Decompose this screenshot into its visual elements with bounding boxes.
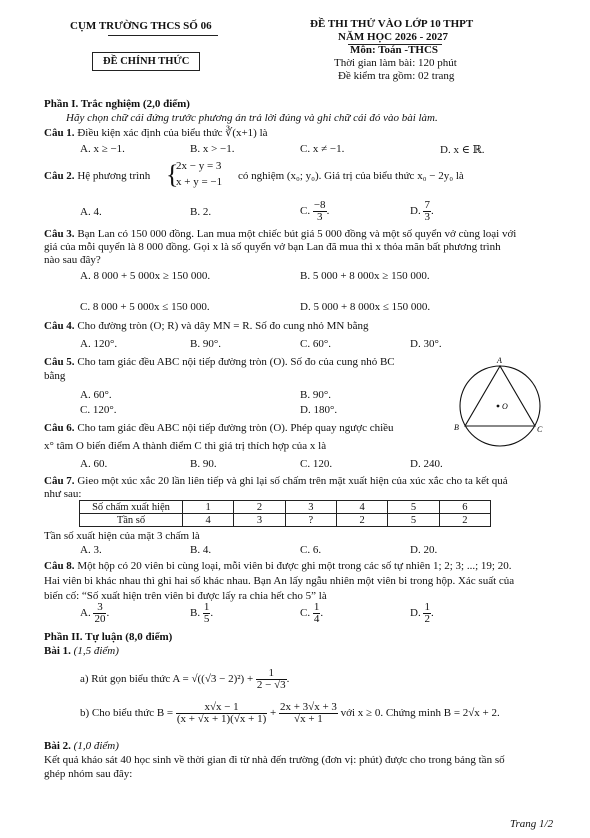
q2-equation-1: 2x − y = 3	[176, 160, 222, 172]
page-number: Trang 1/2	[510, 818, 554, 830]
q5-option-d: D. 180°.	[300, 404, 338, 416]
q3-option-a: A. 8 000 + 5 000x ≥ 150 000.	[80, 270, 211, 282]
q6-option-b: B. 90.	[190, 458, 217, 470]
center-label-o: O	[502, 402, 508, 411]
center-point	[497, 405, 500, 408]
q1-stem: Câu 1. Điều kiện xác định của biểu thức ∛(x+1) là	[44, 127, 268, 139]
table-cell: 5	[388, 514, 439, 527]
table-cell: 3	[285, 501, 336, 514]
q6-option-c: C. 120.	[300, 458, 333, 470]
q8-option-a: A. $\frac{3}{20}$ .	[80, 601, 110, 625]
q8-line-1: Câu 8. Một hộp có 20 viên bi cùng loại, mỗi viên bi được ghi một trong các số tự nhiên 1; 2; 3; ...; 19; 20.	[44, 560, 512, 572]
school-name: CỤM TRƯỜNG THCS SỐ 06	[70, 20, 212, 32]
q7-option-b: B. 4.	[190, 544, 212, 556]
table-cell: 6	[439, 501, 490, 514]
q4-option-c: C. 60°.	[300, 338, 331, 350]
q8-line-2: Hai viên bi khác nhau thì ghi hai số khác nhau. Bạn An lấy ngẫu nhiên một viên bi trong hộp. Xác suất của	[44, 575, 515, 587]
q6-option-a: A. 60.	[80, 458, 108, 470]
b1a-expression: a) Rút gọn biểu thức A = √((√3 − 2)²) + $\frac{1}{2 - √3}$ .	[80, 667, 290, 691]
q8-line-3: biến cố: “Số xuất hiện trên viên bi được lấy ra chia hết cho 5” là	[44, 590, 327, 602]
b2-line-2: ghép nhóm sau đây:	[44, 768, 133, 780]
part2-title: Phần II. Tự luận (8,0 điểm)	[44, 631, 173, 643]
table-cell: Số chấm xuất hiện	[80, 501, 183, 514]
q2-equation-2: x + y = −1	[176, 176, 223, 188]
q7-option-d: D. 20.	[410, 544, 438, 556]
table-cell: 2	[234, 501, 285, 514]
q3-line-2: giá của mỗi quyển là 8 000 đồng. Gọi x là số quyển vở bạn Lan đã mua thì x thỏa mãn bất phương trình	[44, 241, 501, 253]
q2-option-d: D. $\frac{7}{3}$ .	[410, 199, 434, 223]
table-cell: 5	[388, 501, 439, 514]
vertex-label-c: C	[537, 425, 543, 434]
q3-line-3: nào sau đây?	[44, 254, 101, 266]
q8-option-d: D. $\frac{1}{2}$ .	[410, 601, 434, 625]
table-cell: 3	[234, 514, 285, 527]
part1-title: Phần I. Trắc nghiệm (2,0 điểm)	[44, 98, 190, 110]
table-cell: 2	[336, 514, 387, 527]
table-row	[80, 514, 491, 527]
circumscribed-circle	[460, 366, 540, 446]
q2-option-c: C. $\frac{-8}{3}$ .	[300, 199, 330, 223]
official-label: ĐỀ CHÍNH THỨC	[92, 52, 200, 71]
q7-option-a: A. 3.	[80, 544, 102, 556]
q3-option-b: B. 5 000 + 8 000x ≥ 150 000.	[300, 270, 430, 282]
q5-line-1: Câu 5. Cho tam giác đều ABC nội tiếp đường tròn (O). Số đo của cung nhỏ BC	[44, 356, 395, 368]
q1-option-d: D. x ∈ ℝ.	[440, 144, 485, 156]
q1-option-c: C. x ≠ −1.	[300, 143, 345, 155]
q3-line-1: Câu 3. Bạn Lan có 150 000 đồng. Lan mua một chiếc bút giá 5 000 đồng và một số quyển vở cùng loại với	[44, 228, 517, 240]
q5-option-b: B. 90°.	[300, 389, 331, 401]
q6-line-1: Câu 6. Cho tam giác đều ABC nội tiếp đường tròn (O). Phép quay ngược chiều	[44, 422, 394, 434]
table-row	[80, 501, 491, 514]
table-cell: Tần số	[80, 514, 183, 527]
b2-line-1: Kết quả khảo sát 40 học sinh về thời gian đi từ nhà đến trường (đơn vị: phút) được cho trong bảng tần số	[44, 754, 505, 766]
q1-option-a: A. x ≥ −1.	[80, 143, 125, 155]
q4-option-b: B. 90°.	[190, 338, 221, 350]
pages-note: Đề kiểm tra gồm: 02 trang	[338, 70, 455, 82]
table-cell: 4	[183, 514, 234, 527]
q7-line-2: như sau:	[44, 488, 82, 500]
school-year: NĂM HỌC 2026 - 2027	[338, 31, 448, 43]
q3-option-c: C. 8 000 + 5 000x ≤ 150 000.	[80, 301, 210, 313]
table-cell: 2	[439, 514, 490, 527]
q5-option-c: C. 120°.	[80, 404, 117, 416]
q1-option-b: B. x > −1.	[190, 143, 235, 155]
q8-option-c: C. $\frac{1}{4}$ .	[300, 601, 324, 625]
q3-option-d: D. 5 000 + 8 000x ≤ 150 000.	[300, 301, 431, 313]
table-cell: ?	[285, 514, 336, 527]
q4-option-d: D. 30°.	[410, 338, 442, 350]
vertex-label-b: B	[454, 423, 459, 432]
inscribed-triangle-figure	[452, 354, 548, 450]
frequency-table	[79, 500, 491, 527]
q6-line-2: x° tâm O biến điểm A thành điểm C thì giá trị thích hợp của x là	[44, 440, 327, 452]
part1-instruction: Hãy chọn chữ cái đứng trước phương án trả lời đúng và ghi chữ cái đó vào bài làm.	[66, 112, 438, 124]
q7-option-c: C. 6.	[300, 544, 322, 556]
subject: Môn: Toán -THCS	[350, 44, 439, 56]
header-divider	[108, 35, 218, 36]
duration: Thời gian làm bài: 120 phút	[334, 57, 457, 69]
q8-option-b: B. $\frac{1}{5}$ .	[190, 601, 214, 625]
q2-option-b: B. 2.	[190, 206, 212, 218]
vertex-label-a: A	[497, 356, 502, 365]
b2-heading: Bài 2. (1,0 điểm)	[44, 740, 119, 752]
q4-option-a: A. 120°.	[80, 338, 118, 350]
table-cell: 1	[183, 501, 234, 514]
q2-stem-end: có nghiệm (x₀; y₀). Giá trị của biểu thức x₀ − 2y₀ là	[238, 170, 464, 182]
q5-line-2: bằng	[44, 370, 66, 382]
q2-option-a: A. 4.	[80, 206, 102, 218]
q2-brace: {	[166, 160, 179, 189]
q4-stem: Câu 4. Cho đường tròn (O; R) và dây MN = R. Số đo cung nhỏ MN bằng	[44, 320, 369, 332]
b1-heading: Bài 1. (1,5 điểm)	[44, 645, 119, 657]
q5-option-a: A. 60°.	[80, 389, 112, 401]
q7-line-3: Tần số xuất hiện của mặt 3 chấm là	[44, 530, 200, 542]
b1b-expression: b) Cho biểu thức B = $\frac{x√x - 1}{(x + √x + 1)(√x + 1)}$ + $\frac{2x + 3√x + 3}{√x + 1}$ với x ≥ 0. Chứng minh B = 2√x + 2.	[80, 701, 500, 725]
table-cell: 4	[336, 501, 387, 514]
q6-option-d: D. 240.	[410, 458, 443, 470]
q2-stem-start: Câu 2. Hệ phương trình	[44, 170, 151, 182]
q7-line-1: Câu 7. Gieo một xúc xắc 20 lần liên tiếp và ghi lại số chấm trên mặt xuất hiện của xúc xắc cho ta kết quả	[44, 475, 508, 487]
exam-title: ĐỀ THI THỬ VÀO LỚP 10 THPT	[310, 18, 474, 30]
